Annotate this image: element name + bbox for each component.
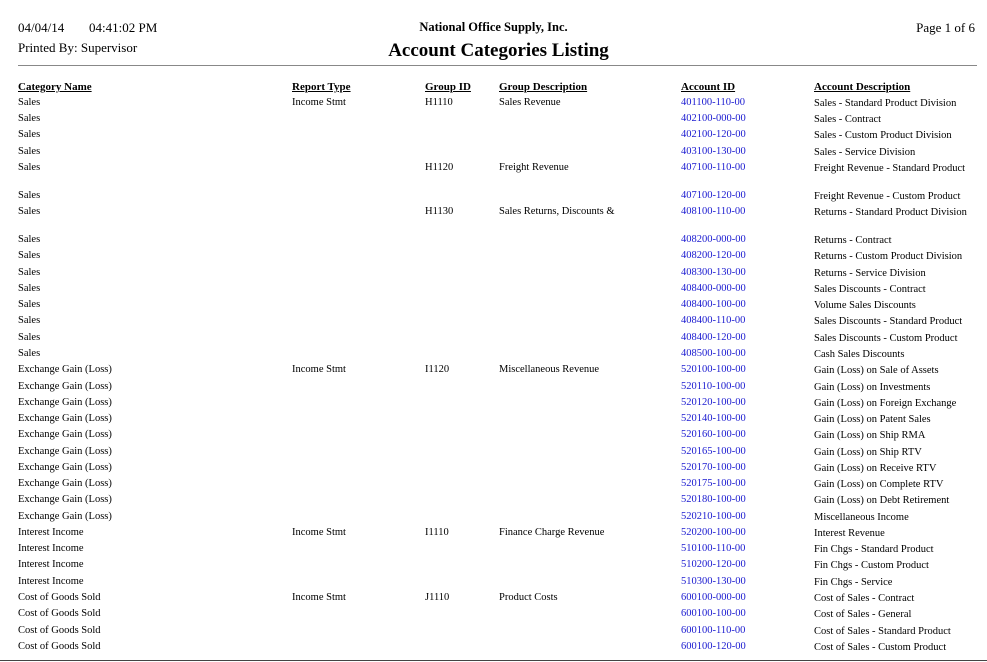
- account-id-link[interactable]: 600100-000-00: [681, 592, 746, 603]
- account-id-link[interactable]: 520160-100-00: [681, 429, 746, 440]
- account-id-link[interactable]: 408200-000-00: [681, 234, 746, 245]
- group-id: J1110: [425, 592, 450, 603]
- printed-by: Printed By: Supervisor: [18, 40, 138, 55]
- company-name: National Office Supply, Inc.: [419, 20, 568, 34]
- print-time: 04:41:02 PM: [89, 20, 158, 35]
- account-description: Gain (Loss) on Receive RTV: [814, 463, 937, 474]
- page-number: Page 1 of 6: [916, 20, 975, 35]
- account-description: Cost of Sales - Standard Product: [814, 626, 951, 637]
- category-name: Sales: [18, 97, 41, 108]
- account-id-link[interactable]: 408500-100-00: [681, 348, 746, 359]
- account-id-link[interactable]: 401100-110-00: [681, 97, 745, 108]
- account-id-link[interactable]: 510200-120-00: [681, 559, 746, 570]
- category-name: Interest Income: [18, 576, 84, 587]
- account-description: Gain (Loss) on Ship RMA: [814, 430, 926, 441]
- category-name: Sales: [18, 332, 41, 343]
- account-id-link[interactable]: 520165-100-00: [681, 446, 746, 457]
- column-header-account-description: Account Description: [814, 81, 911, 93]
- account-description: Sales - Contract: [814, 114, 882, 125]
- account-id-link[interactable]: 407100-120-00: [681, 190, 746, 201]
- account-description: Returns - Service Division: [814, 268, 926, 279]
- account-description: Interest Revenue: [814, 528, 885, 539]
- report-type: Income Stmt: [292, 97, 346, 108]
- report-title: Account Categories Listing: [388, 40, 609, 61]
- account-description: Gain (Loss) on Patent Sales: [814, 414, 931, 425]
- account-description: Sales Discounts - Custom Product: [814, 333, 958, 344]
- group-description: Sales Revenue: [499, 97, 561, 108]
- account-description: Sales - Standard Product Division: [814, 98, 957, 109]
- account-id-link[interactable]: 600100-120-00: [681, 641, 746, 652]
- account-description: Cash Sales Discounts: [814, 349, 905, 360]
- category-name: Sales: [18, 299, 41, 310]
- group-description: Sales Returns, Discounts &: [499, 206, 615, 217]
- account-description: Gain (Loss) on Foreign Exchange: [814, 398, 957, 409]
- column-header-account-id: Account ID: [681, 81, 736, 93]
- category-name: Cost of Goods Sold: [18, 641, 101, 652]
- category-name: Sales: [18, 267, 41, 278]
- category-name: Sales: [18, 206, 41, 217]
- group-description: Product Costs: [499, 592, 558, 603]
- account-description: Freight Revenue - Custom Product: [814, 191, 961, 202]
- category-name: Exchange Gain (Loss): [18, 511, 112, 522]
- account-id-link[interactable]: 520140-100-00: [681, 413, 746, 424]
- category-name: Exchange Gain (Loss): [18, 462, 112, 473]
- account-id-link[interactable]: 520175-100-00: [681, 478, 746, 489]
- account-description: Gain (Loss) on Investments: [814, 382, 931, 393]
- account-description: Gain (Loss) on Debt Retirement: [814, 495, 950, 506]
- account-id-link[interactable]: 520180-100-00: [681, 494, 746, 505]
- account-id-link[interactable]: 600100-100-00: [681, 608, 746, 619]
- account-id-link[interactable]: 520170-100-00: [681, 462, 746, 473]
- account-id-link[interactable]: 600100-110-00: [681, 625, 746, 636]
- account-id-link[interactable]: 408400-100-00: [681, 299, 746, 310]
- category-name: Exchange Gain (Loss): [18, 429, 112, 440]
- account-description: Gain (Loss) on Complete RTV: [814, 479, 944, 490]
- category-name: Sales: [18, 283, 41, 294]
- account-description: Sales Discounts - Contract: [814, 284, 926, 295]
- account-description: Fin Chgs - Standard Product: [814, 544, 934, 555]
- account-description: Sales - Custom Product Division: [814, 130, 952, 141]
- category-name: Sales: [18, 162, 41, 173]
- category-name: Cost of Goods Sold: [18, 625, 101, 636]
- account-id-link[interactable]: 520210-100-00: [681, 511, 746, 522]
- category-name: Exchange Gain (Loss): [18, 413, 112, 424]
- column-header-category-name: Category Name: [18, 81, 92, 93]
- account-description: Returns - Standard Product Division: [814, 207, 967, 218]
- account-id-link[interactable]: 402100-000-00: [681, 113, 746, 124]
- report-type: Income Stmt: [292, 527, 346, 538]
- report-type: Income Stmt: [292, 592, 346, 603]
- category-name: Interest Income: [18, 527, 84, 538]
- column-header-group-id: Group ID: [425, 81, 471, 93]
- category-name: Sales: [18, 348, 41, 359]
- account-id-link[interactable]: 408400-120-00: [681, 332, 746, 343]
- category-name: Sales: [18, 250, 41, 261]
- account-description: Sales - Service Division: [814, 147, 916, 158]
- account-id-link[interactable]: 403100-130-00: [681, 146, 746, 157]
- account-description: Volume Sales Discounts: [814, 300, 916, 311]
- category-name: Interest Income: [18, 543, 84, 554]
- account-id-link[interactable]: 520120-100-00: [681, 397, 746, 408]
- group-id: H1120: [425, 162, 454, 173]
- category-name: Interest Income: [18, 559, 84, 570]
- account-id-link[interactable]: 408300-130-00: [681, 267, 746, 278]
- account-id-link[interactable]: 520100-100-00: [681, 364, 746, 375]
- category-name: Exchange Gain (Loss): [18, 364, 112, 375]
- account-description: Fin Chgs - Custom Product: [814, 560, 929, 571]
- category-name: Exchange Gain (Loss): [18, 381, 112, 392]
- column-header-group-description: Group Description: [499, 81, 588, 93]
- account-id-link[interactable]: 520200-100-00: [681, 527, 746, 538]
- account-id-link[interactable]: 408400-110-00: [681, 315, 746, 326]
- account-description: Returns - Contract: [814, 235, 892, 246]
- account-id-link[interactable]: 407100-110-00: [681, 162, 746, 173]
- column-header-report-type: Report Type: [292, 81, 351, 93]
- account-description: Cost of Sales - General: [814, 609, 912, 620]
- account-id-link[interactable]: 510100-110-00: [681, 543, 746, 554]
- account-id-link[interactable]: 510300-130-00: [681, 576, 746, 587]
- account-description: Cost of Sales - Custom Product: [814, 642, 947, 653]
- account-description: Fin Chgs - Service: [814, 577, 893, 588]
- account-description: Returns - Custom Product Division: [814, 251, 963, 262]
- account-id-link[interactable]: 520110-100-00: [681, 381, 746, 392]
- category-name: Sales: [18, 129, 41, 140]
- group-id: H1130: [425, 206, 454, 217]
- category-name: Sales: [18, 315, 41, 326]
- report-type: Income Stmt: [292, 364, 346, 375]
- group-description: Miscellaneous Revenue: [499, 364, 600, 375]
- account-id-link[interactable]: 408200-120-00: [681, 250, 746, 261]
- group-id: H1110: [425, 97, 453, 108]
- category-name: Exchange Gain (Loss): [18, 478, 112, 489]
- category-name: Sales: [18, 146, 41, 157]
- account-description: Sales Discounts - Standard Product: [814, 316, 963, 327]
- account-description: Gain (Loss) on Sale of Assets: [814, 365, 939, 376]
- group-id: I1110: [425, 527, 449, 538]
- category-name: Sales: [18, 113, 41, 124]
- group-description: Finance Charge Revenue: [499, 527, 605, 538]
- account-description: Cost of Sales - Contract: [814, 593, 915, 604]
- account-description: Gain (Loss) on Ship RTV: [814, 447, 922, 458]
- category-name: Cost of Goods Sold: [18, 608, 101, 619]
- group-description: Freight Revenue: [499, 162, 569, 173]
- account-description: Freight Revenue - Standard Product: [814, 163, 966, 174]
- category-name: Exchange Gain (Loss): [18, 494, 112, 505]
- category-name: Exchange Gain (Loss): [18, 446, 112, 457]
- account-id-link[interactable]: 408100-110-00: [681, 206, 746, 217]
- header-divider: [18, 65, 977, 66]
- page-bottom-border: [0, 660, 987, 661]
- account-id-link[interactable]: 402100-120-00: [681, 129, 746, 140]
- print-date: 04/04/14: [18, 20, 65, 35]
- category-name: Exchange Gain (Loss): [18, 397, 112, 408]
- group-id: I1120: [425, 364, 450, 375]
- category-name: Sales: [18, 190, 41, 201]
- category-name: Cost of Goods Sold: [18, 592, 101, 603]
- account-id-link[interactable]: 408400-000-00: [681, 283, 746, 294]
- account-description: Miscellaneous Income: [814, 512, 909, 523]
- category-name: Sales: [18, 234, 41, 245]
